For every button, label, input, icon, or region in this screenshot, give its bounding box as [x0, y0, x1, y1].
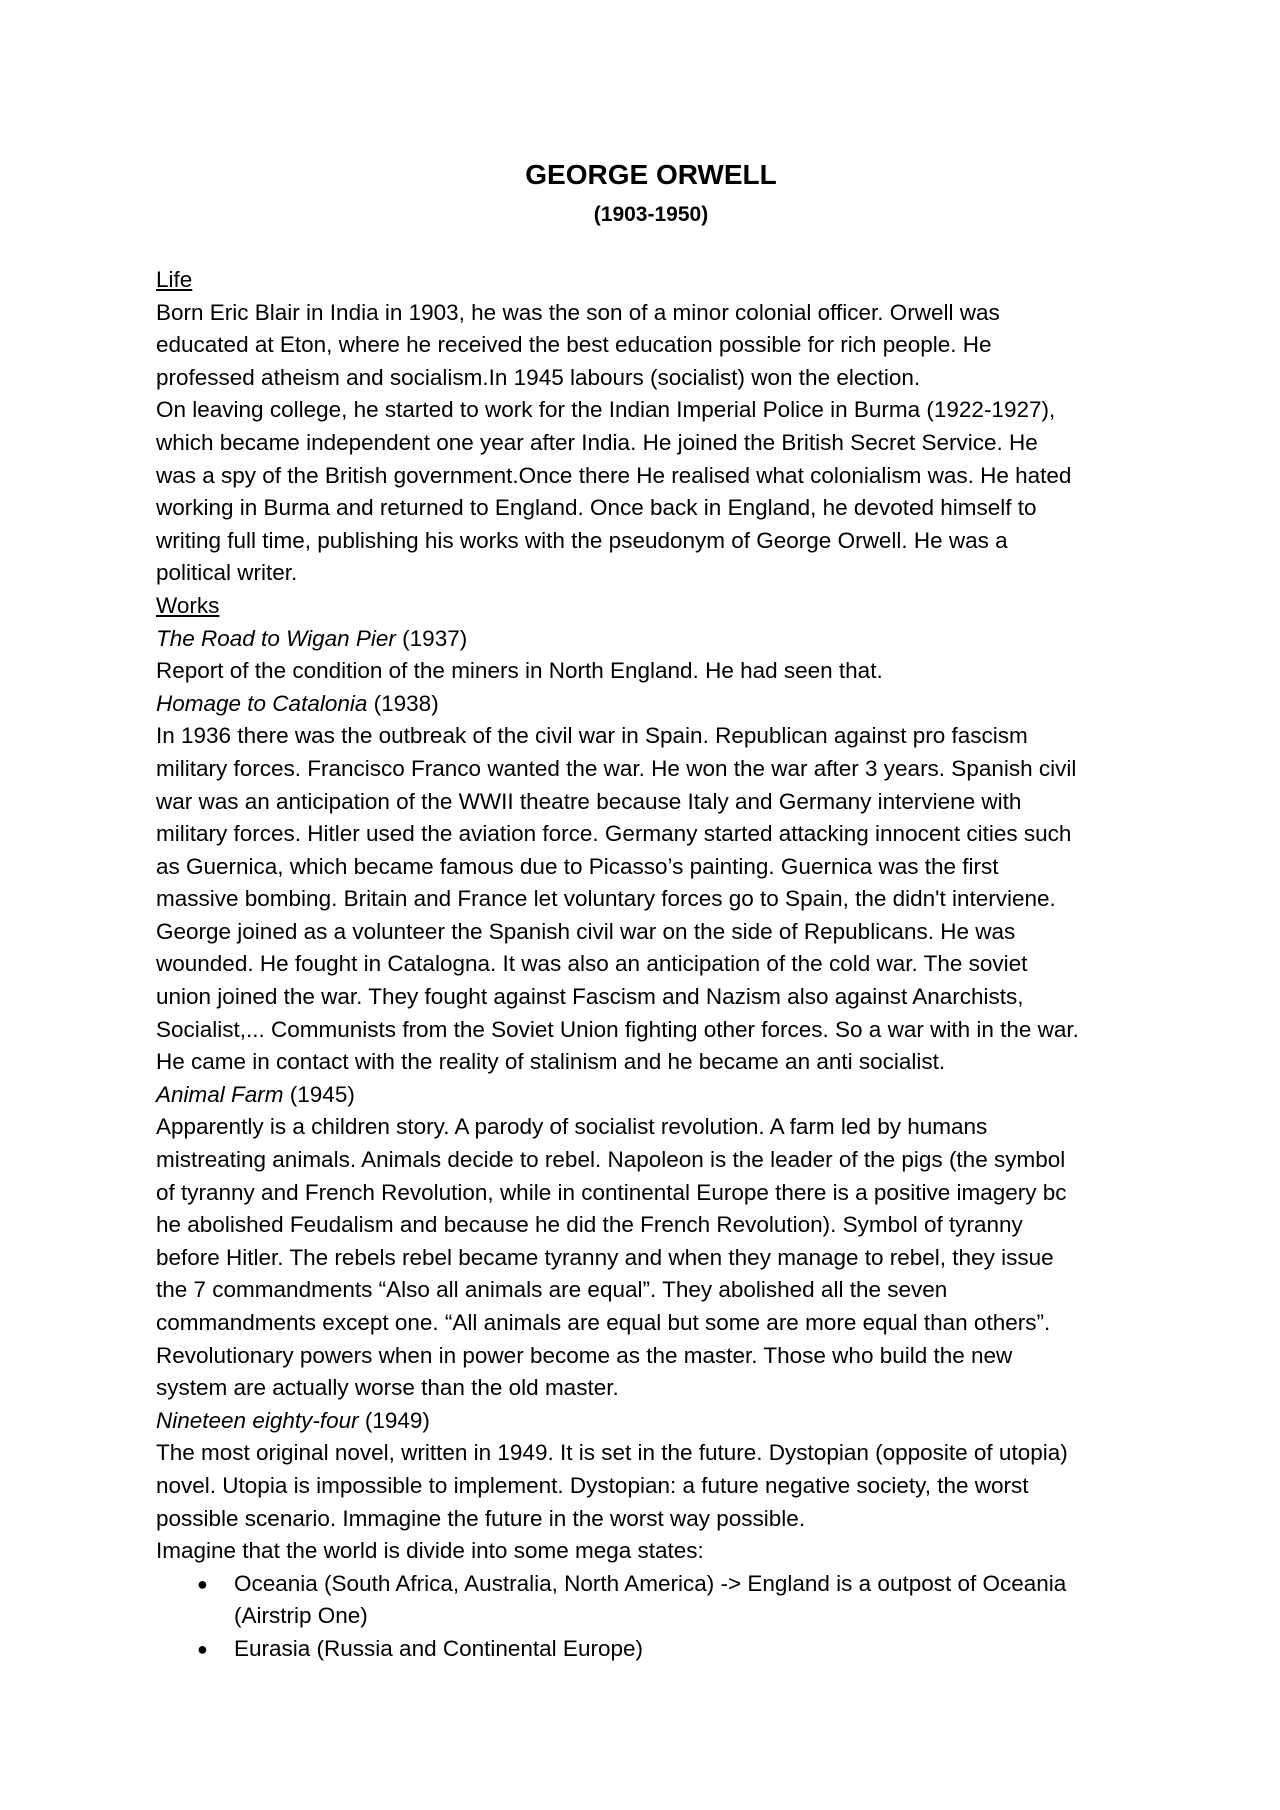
- list-item: [156, 1568, 1146, 1633]
- work-text-line: possible scenario. Immagine the future in the worst way possible.: [156, 1505, 806, 1531]
- life-line: was a spy of the British government.Once there He realised what colonialism was. He hated: [156, 462, 1072, 488]
- list-item-line: Eurasia (Russia and Continental Europe): [234, 1635, 643, 1661]
- work-text-line: Apparently is a children story. A parody of socialist revolution. A farm led by humans: [156, 1114, 988, 1140]
- work-text-line: In 1936 there was the outbreak of the civil war in Spain. Republican against pro fascism: [156, 723, 1028, 749]
- work-text-line: of tyranny and French Revolution, while in continental Europe there is a positive imagery bc: [156, 1179, 1067, 1205]
- life-line: On leaving college, he started to work for the Indian Imperial Police in Burma (1922-1927),: [156, 397, 1056, 423]
- life-line: Born Eric Blair in India in 1903, he was the son of a minor colonial officer. Orwell was: [156, 299, 1000, 325]
- work-text-line: wounded. He fought in Catalogna. It was also an anticipation of the cold war. The soviet: [156, 951, 1028, 977]
- work-year: (1938): [367, 690, 439, 716]
- work-title: Nineteen eighty-four: [156, 1407, 359, 1433]
- work-text-line: massive bombing. Britain and France let voluntary forces go to Spain, the didn't interviene.: [156, 886, 1056, 912]
- work-text-line: the 7 commandments “Also all animals are equal”. They abolished all the seven: [156, 1277, 948, 1303]
- work-text-line: mistreating animals. Animals decide to rebel. Napoleon is the leader of the pigs (the symbol: [156, 1147, 1066, 1173]
- work-title-line: [156, 1405, 1146, 1438]
- work-text-line: Revolutionary powers when in power become as the master. Those who build the new: [156, 1342, 1013, 1368]
- life-line: writing full time, publishing his works with the pseudonym of George Orwell. He was a: [156, 527, 1008, 553]
- document-body: [156, 152, 1146, 1666]
- work-text-line: union joined the war. They fought against Fascism and Nazism also against Anarchists,: [156, 984, 1024, 1010]
- work-text-line: military forces. Hitler used the aviation force. Germany started attacking innocent cities such: [156, 821, 1072, 847]
- work-text-line: The most original novel, written in 1949. It is set in the future. Dystopian (opposite of utopia): [156, 1440, 1068, 1466]
- work-text-line: military forces. Francisco Franco wanted the war. He won the war after 3 years. Spanish civil: [156, 755, 1077, 781]
- work-text-line: as Guernica, which became famous due to Picasso’s painting. Guernica was the first: [156, 853, 999, 879]
- work-title-line: [156, 1079, 1146, 1112]
- work-text-line: he abolished Feudalism and because he did the French Revolution). Symbol of tyranny: [156, 1212, 1023, 1238]
- work-text-line: commandments except one. “All animals are equal but some are more equal than others”.: [156, 1310, 1051, 1335]
- page-subtitle-dates: (1903-1950): [593, 203, 709, 226]
- work-text-line: novel. Utopia is impossible to implement. Dystopian: a future negative society, the worst: [156, 1472, 1029, 1498]
- work-year: (1937): [395, 625, 468, 651]
- bullet-icon: ●: [197, 1638, 208, 1659]
- page-title: GEORGE ORWELL: [525, 159, 777, 190]
- work-title: Homage to Catalonia: [156, 690, 368, 716]
- work-text-line: Socialist,... Communists from the Soviet Union fighting other forces. So a war with in the war.: [156, 1016, 1079, 1042]
- life-line: educated at Eton, where he received the best education possible for rich people. He: [156, 332, 992, 358]
- work-text-line: He came in contact with the reality of stalinism and he became an anti socialist.: [156, 1049, 946, 1075]
- work-title-line: [156, 623, 1146, 656]
- life-line: political writer.: [156, 560, 298, 586]
- bullet-icon: ●: [197, 1573, 208, 1594]
- life-line: which became independent one year after India. He joined the British Secret Service. He: [156, 429, 1038, 455]
- life-line: professed atheism and socialism.In 1945 labours (socialist) won the election.: [156, 364, 921, 390]
- section-heading-life: Life: [156, 267, 193, 292]
- work-text-line: system are actually worse than the old master.: [156, 1375, 619, 1401]
- list-item-line: Oceania (South Africa, Australia, North America) -> England is a outpost of Oceania: [234, 1570, 1067, 1596]
- work-text-line: Report of the condition of the miners in North England. He had seen that.: [156, 658, 883, 684]
- list-item: [156, 1633, 1146, 1666]
- list-item-line: (Airstrip One): [234, 1603, 368, 1629]
- work-year: (1945): [283, 1081, 355, 1107]
- work-text-line: war was an anticipation of the WWII theatre because Italy and Germany interviene with: [156, 788, 1022, 814]
- work-title: The Road to Wigan Pier: [156, 625, 396, 651]
- work-title-line: [156, 688, 1146, 721]
- mega-states-list: [156, 1568, 1146, 1666]
- work-year: (1949): [358, 1407, 430, 1433]
- work-text-line: Imagine that the world is divide into some mega states:: [156, 1538, 704, 1564]
- work-title: Animal Farm: [156, 1081, 284, 1107]
- section-heading-works: Works: [156, 592, 220, 618]
- life-line: working in Burma and returned to England. Once back in England, he devoted himself to: [156, 495, 1037, 521]
- work-text-line: before Hitler. The rebels rebel became tyranny and when they manage to rebel, they issue: [156, 1244, 1054, 1270]
- work-text-line: George joined as a volunteer the Spanish civil war on the side of Republicans. He was: [156, 918, 1016, 944]
